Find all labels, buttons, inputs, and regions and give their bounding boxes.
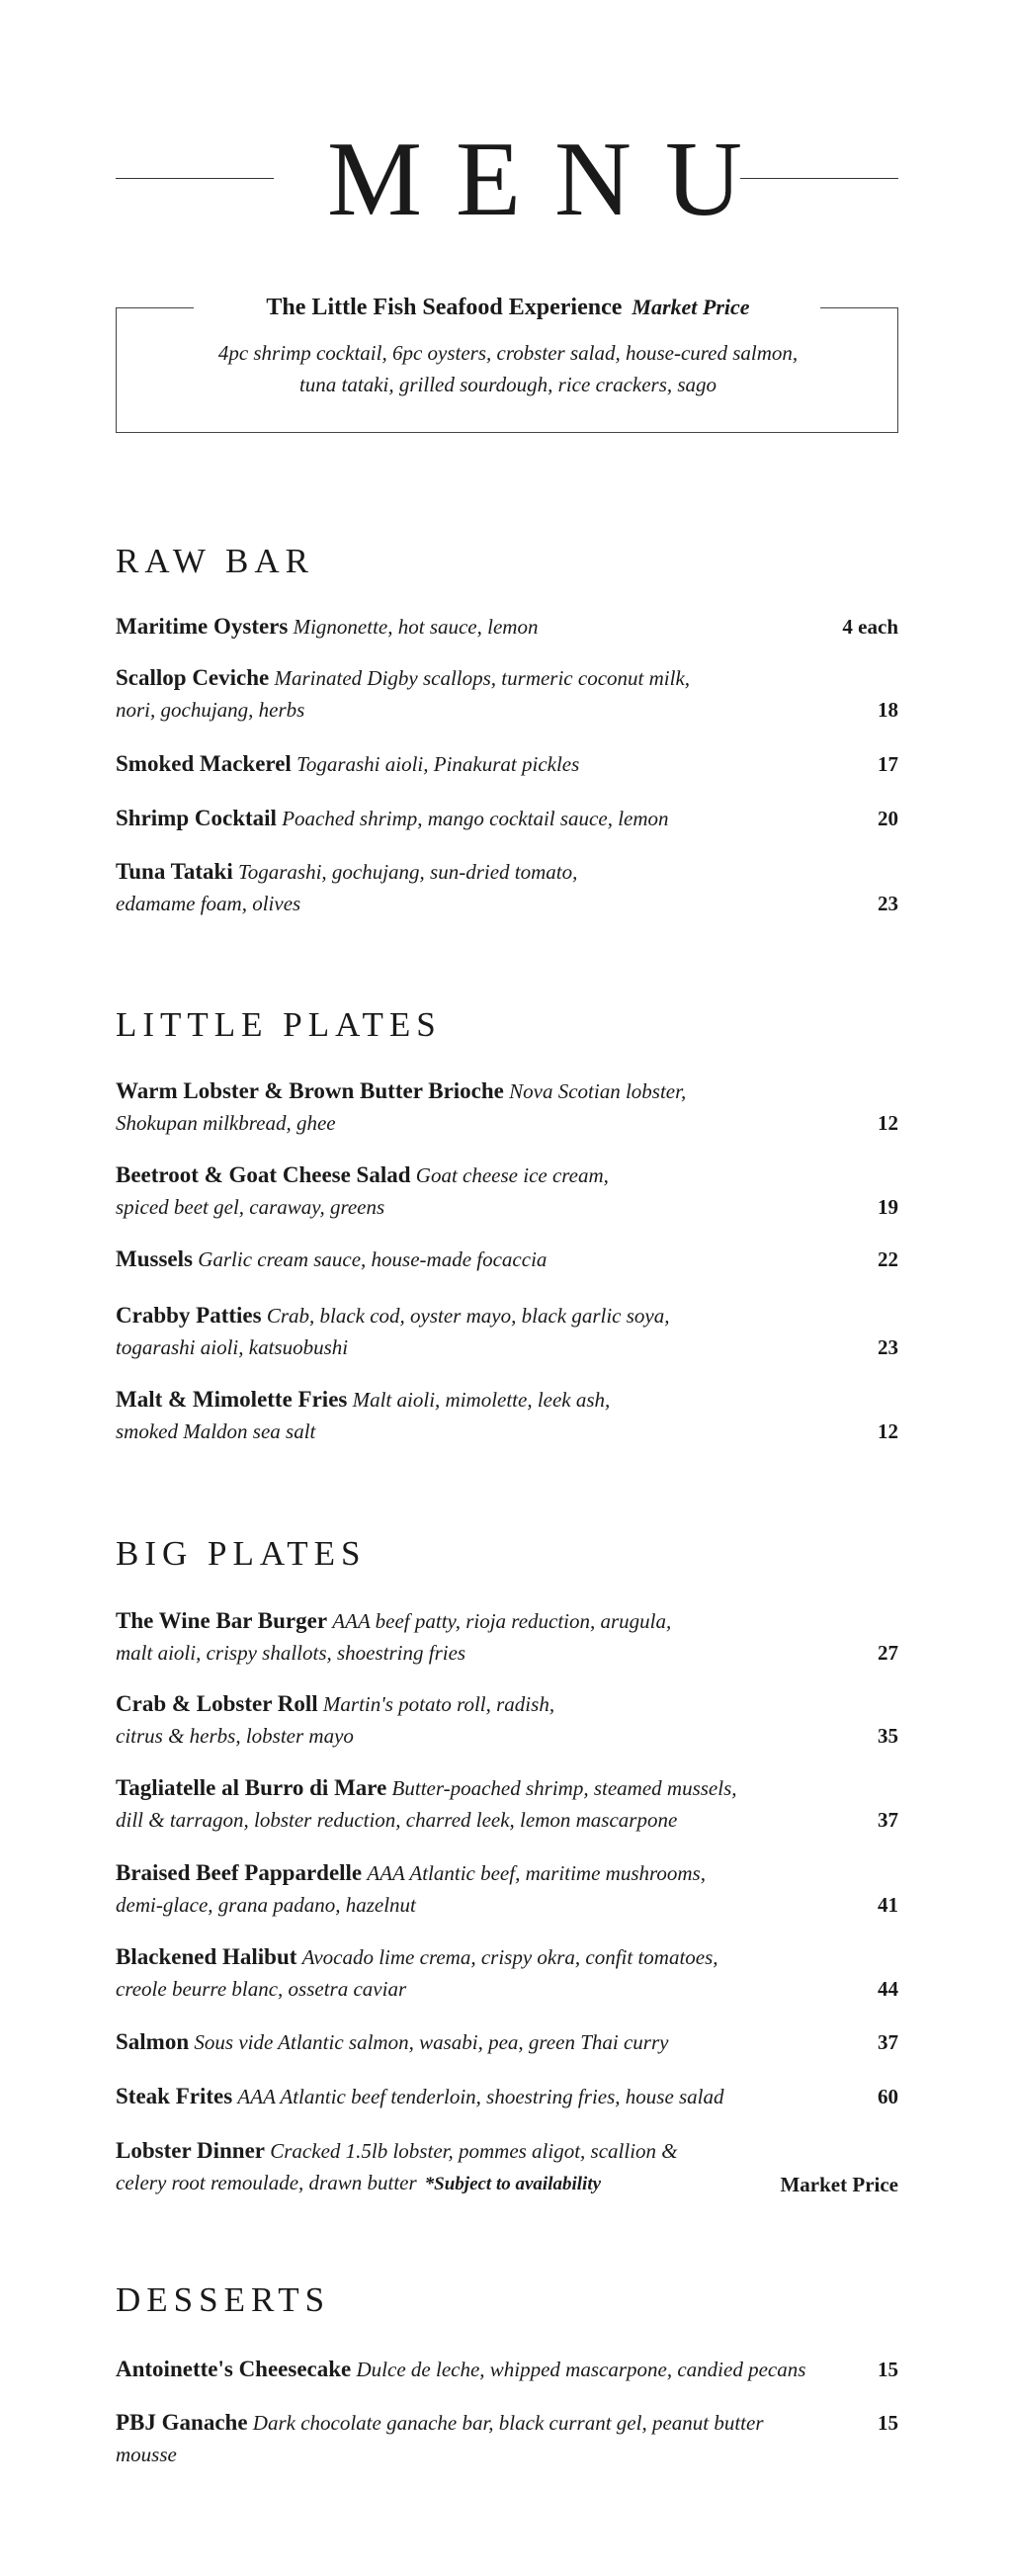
menu-item: [116, 803, 898, 834]
section-title: DESSERTS: [116, 2280, 331, 2319]
menu-item-text: [116, 1772, 827, 1836]
menu-item: [116, 1244, 898, 1275]
menu-item-price: 15: [878, 2358, 898, 2381]
menu-item: [116, 856, 898, 919]
menu-item-description: Butter-poached shrimp, steamed mussels,: [391, 1776, 737, 1800]
section-little-plates: [116, 1005, 898, 1443]
menu-item-name: Steak Frites: [116, 2084, 233, 2108]
menu-item-price: Market Price: [780, 2173, 898, 2196]
menu-item-text: [116, 803, 827, 834]
menu-item: [116, 1384, 898, 1447]
page-title: MENU: [327, 121, 776, 238]
menu-item: [116, 1075, 898, 1139]
menu-item-description: AAA Atlantic beef, maritime mushrooms,: [367, 1861, 706, 1885]
menu-item-name: Warm Lobster & Brown Butter Brioche: [116, 1078, 504, 1103]
menu-item: [116, 2026, 898, 2058]
menu-item-description: AAA Atlantic beef tenderloin, shoestring fries, house salad: [237, 2085, 724, 2108]
menu-item: [116, 2407, 898, 2470]
menu-item-description: Avocado lime crema, crispy okra, confit tomatoes,: [301, 1945, 718, 1969]
menu-item-price: 17: [878, 752, 898, 776]
menu-item: [116, 1300, 898, 1363]
menu-item-name: Braised Beef Pappardelle: [116, 1860, 363, 1885]
menu-item-name: The Wine Bar Burger: [116, 1608, 328, 1633]
menu-item-description: Togarashi, gochujang, sun-dried tomato,: [237, 860, 578, 884]
menu-item-name: PBJ Ganache: [116, 2410, 248, 2435]
menu-item-name: Crab & Lobster Roll: [116, 1691, 318, 1716]
menu-item-description-cont: spiced beet gel, caraway, greens: [116, 1195, 385, 1219]
feature-header: [117, 294, 899, 321]
menu-item-text: [116, 2081, 827, 2112]
section-title: LITTLE PLATES: [116, 1005, 442, 1044]
menu-item-text: [116, 748, 827, 780]
menu-item-text: [116, 856, 827, 919]
menu-item-price: 44: [878, 1977, 898, 2001]
menu-item-description: Goat cheese ice cream,: [415, 1163, 609, 1187]
menu-item-name: Lobster Dinner: [116, 2138, 265, 2163]
section-title: RAW BAR: [116, 542, 314, 580]
menu-item-price: 18: [878, 698, 898, 722]
menu-item-description-cont: Shokupan milkbread, ghee: [116, 1111, 336, 1135]
menu-item-price: 23: [878, 1335, 898, 1359]
menu-item-description-cont: celery root remoulade, drawn butter: [116, 2171, 417, 2194]
menu-item-text: [116, 2354, 827, 2385]
menu-item-name: Blackened Halibut: [116, 1944, 297, 1969]
menu-item-description: Martin's potato roll, radish,: [322, 1692, 555, 1716]
menu-item-description-cont: nori, gochujang, herbs: [116, 698, 305, 722]
menu-item: [116, 1857, 898, 1921]
menu-item: [116, 2135, 898, 2200]
menu-item-price: 41: [878, 1893, 898, 1917]
menu-item-text: [116, 2135, 827, 2200]
menu-item: [116, 1688, 898, 1752]
featured-box: [116, 295, 898, 433]
menu-item-description-cont: smoked Maldon sea salt: [116, 1419, 316, 1443]
menu-item-name: Tuna Tataki: [116, 859, 233, 884]
menu-item: [116, 1941, 898, 2005]
section-big-plates: [116, 1534, 898, 2196]
menu-item: [116, 1159, 898, 1223]
menu-item-name: Salmon: [116, 2029, 190, 2054]
title-rule-left: [116, 178, 274, 179]
menu-item: [116, 1605, 898, 1669]
menu-item-description: Poached shrimp, mango cocktail sauce, lemon: [282, 807, 669, 830]
menu-item-description-cont: creole beurre blanc, ossetra caviar: [116, 1977, 407, 2001]
menu-item: [116, 611, 898, 643]
menu-item-description-cont: demi-glace, grana padano, hazelnut: [116, 1893, 416, 1917]
menu-item-price: 19: [878, 1195, 898, 1219]
menu-item-price: 4 each: [842, 615, 898, 639]
menu-item: [116, 662, 898, 726]
menu-item-price: 37: [878, 1808, 898, 1832]
menu-item-description-cont: malt aioli, crispy shallots, shoestring fries: [116, 1641, 466, 1665]
menu-item-text: [116, 2026, 827, 2058]
menu-item-name: Mussels: [116, 1246, 193, 1271]
menu-item-name: Malt & Mimolette Fries: [116, 1387, 348, 1412]
menu-item-description: Dulce de leche, whipped mascarpone, candied pecans: [356, 2358, 806, 2381]
menu-item-description: Sous vide Atlantic salmon, wasabi, pea, green Thai curry: [194, 2030, 669, 2054]
menu-item-name: Maritime Oysters: [116, 614, 289, 639]
section-title: BIG PLATES: [116, 1534, 367, 1573]
menu-item: [116, 1772, 898, 1836]
menu-item-text: [116, 1605, 827, 1669]
title-row: [116, 121, 898, 238]
menu-item-description: Nova Scotian lobster,: [509, 1079, 687, 1103]
menu-item-description: Garlic cream sauce, house-made focaccia: [198, 1247, 548, 1271]
menu-item-price: 12: [878, 1111, 898, 1135]
menu-item-text: [116, 1300, 827, 1363]
section-desserts: [116, 2280, 898, 2466]
feature-desc-line: 4pc shrimp cocktail, 6pc oysters, crobster salad, house-cured salmon,: [217, 341, 799, 365]
section-raw-bar: [116, 542, 898, 915]
feature-price: Market Price: [632, 295, 750, 319]
menu-item-description-cont: citrus & herbs, lobster mayo: [116, 1724, 354, 1748]
menu-item-name: Crabby Patties: [116, 1303, 262, 1328]
menu-item-text: [116, 1941, 827, 2005]
menu-item-text: [116, 611, 827, 643]
menu-item-description: AAA beef patty, rioja reduction, arugula,: [332, 1609, 672, 1633]
menu-item-text: [116, 1244, 827, 1275]
menu-item-name: Antoinette's Cheesecake: [116, 2357, 352, 2381]
menu-item-price: 27: [878, 1641, 898, 1665]
menu-item-description: Cracked 1.5lb lobster, pommes aligot, scallion &: [270, 2139, 678, 2163]
menu-item-description: Malt aioli, mimolette, leek ash,: [352, 1388, 611, 1412]
menu-item-name: Smoked Mackerel: [116, 751, 292, 776]
menu-item-name: Beetroot & Goat Cheese Salad: [116, 1162, 411, 1187]
menu-item-price: 35: [878, 1724, 898, 1748]
menu-item: [116, 2354, 898, 2385]
feature-desc-line: tuna tataki, grilled sourdough, rice crackers, sago: [298, 373, 717, 396]
menu-item-name: Shrimp Cocktail: [116, 806, 277, 830]
menu-item: [116, 748, 898, 780]
title-rule-right: [740, 178, 898, 179]
menu-item-description: Dark chocolate ganache bar, black currant gel, peanut butter mousse: [116, 2411, 764, 2466]
feature-description: [117, 337, 899, 400]
menu-item-description-cont: togarashi aioli, katsuobushi: [116, 1335, 349, 1359]
menu-item-name: Scallop Ceviche: [116, 665, 270, 690]
menu-item-price: 15: [878, 2411, 898, 2435]
menu-item-description-cont: edamame foam, olives: [116, 892, 301, 915]
menu-item: [116, 2081, 898, 2112]
menu-item-price: 12: [878, 1419, 898, 1443]
menu-item-text: [116, 662, 827, 726]
menu-item-text: [116, 1159, 827, 1223]
menu-item-description: Togarashi aioli, Pinakurat pickles: [296, 752, 580, 776]
menu-item-text: [116, 1075, 827, 1139]
menu-item-price: 60: [878, 2085, 898, 2108]
menu-item-name: Tagliatelle al Burro di Mare: [116, 1775, 387, 1800]
menu-item-text: [116, 1857, 827, 1921]
menu-item-price: 23: [878, 892, 898, 915]
menu-item-price: 22: [878, 1247, 898, 1271]
availability-note: *Subject to availability: [424, 2174, 602, 2194]
menu-item-price: 37: [878, 2030, 898, 2054]
feature-name: The Little Fish Seafood Experience: [266, 295, 623, 320]
menu-item-description-cont: dill & tarragon, lobster reduction, charred leek, lemon mascarpone: [116, 1808, 678, 1832]
menu-item-text: [116, 1688, 827, 1752]
menu-item-text: [116, 1384, 827, 1447]
menu-item-description: Mignonette, hot sauce, lemon: [293, 615, 539, 639]
menu-item-description: Marinated Digby scallops, turmeric coconut milk,: [274, 666, 691, 690]
menu-item-text: [116, 2407, 827, 2470]
menu-item-price: 20: [878, 807, 898, 830]
menu-item-description: Crab, black cod, oyster mayo, black garlic soya,: [266, 1304, 670, 1328]
